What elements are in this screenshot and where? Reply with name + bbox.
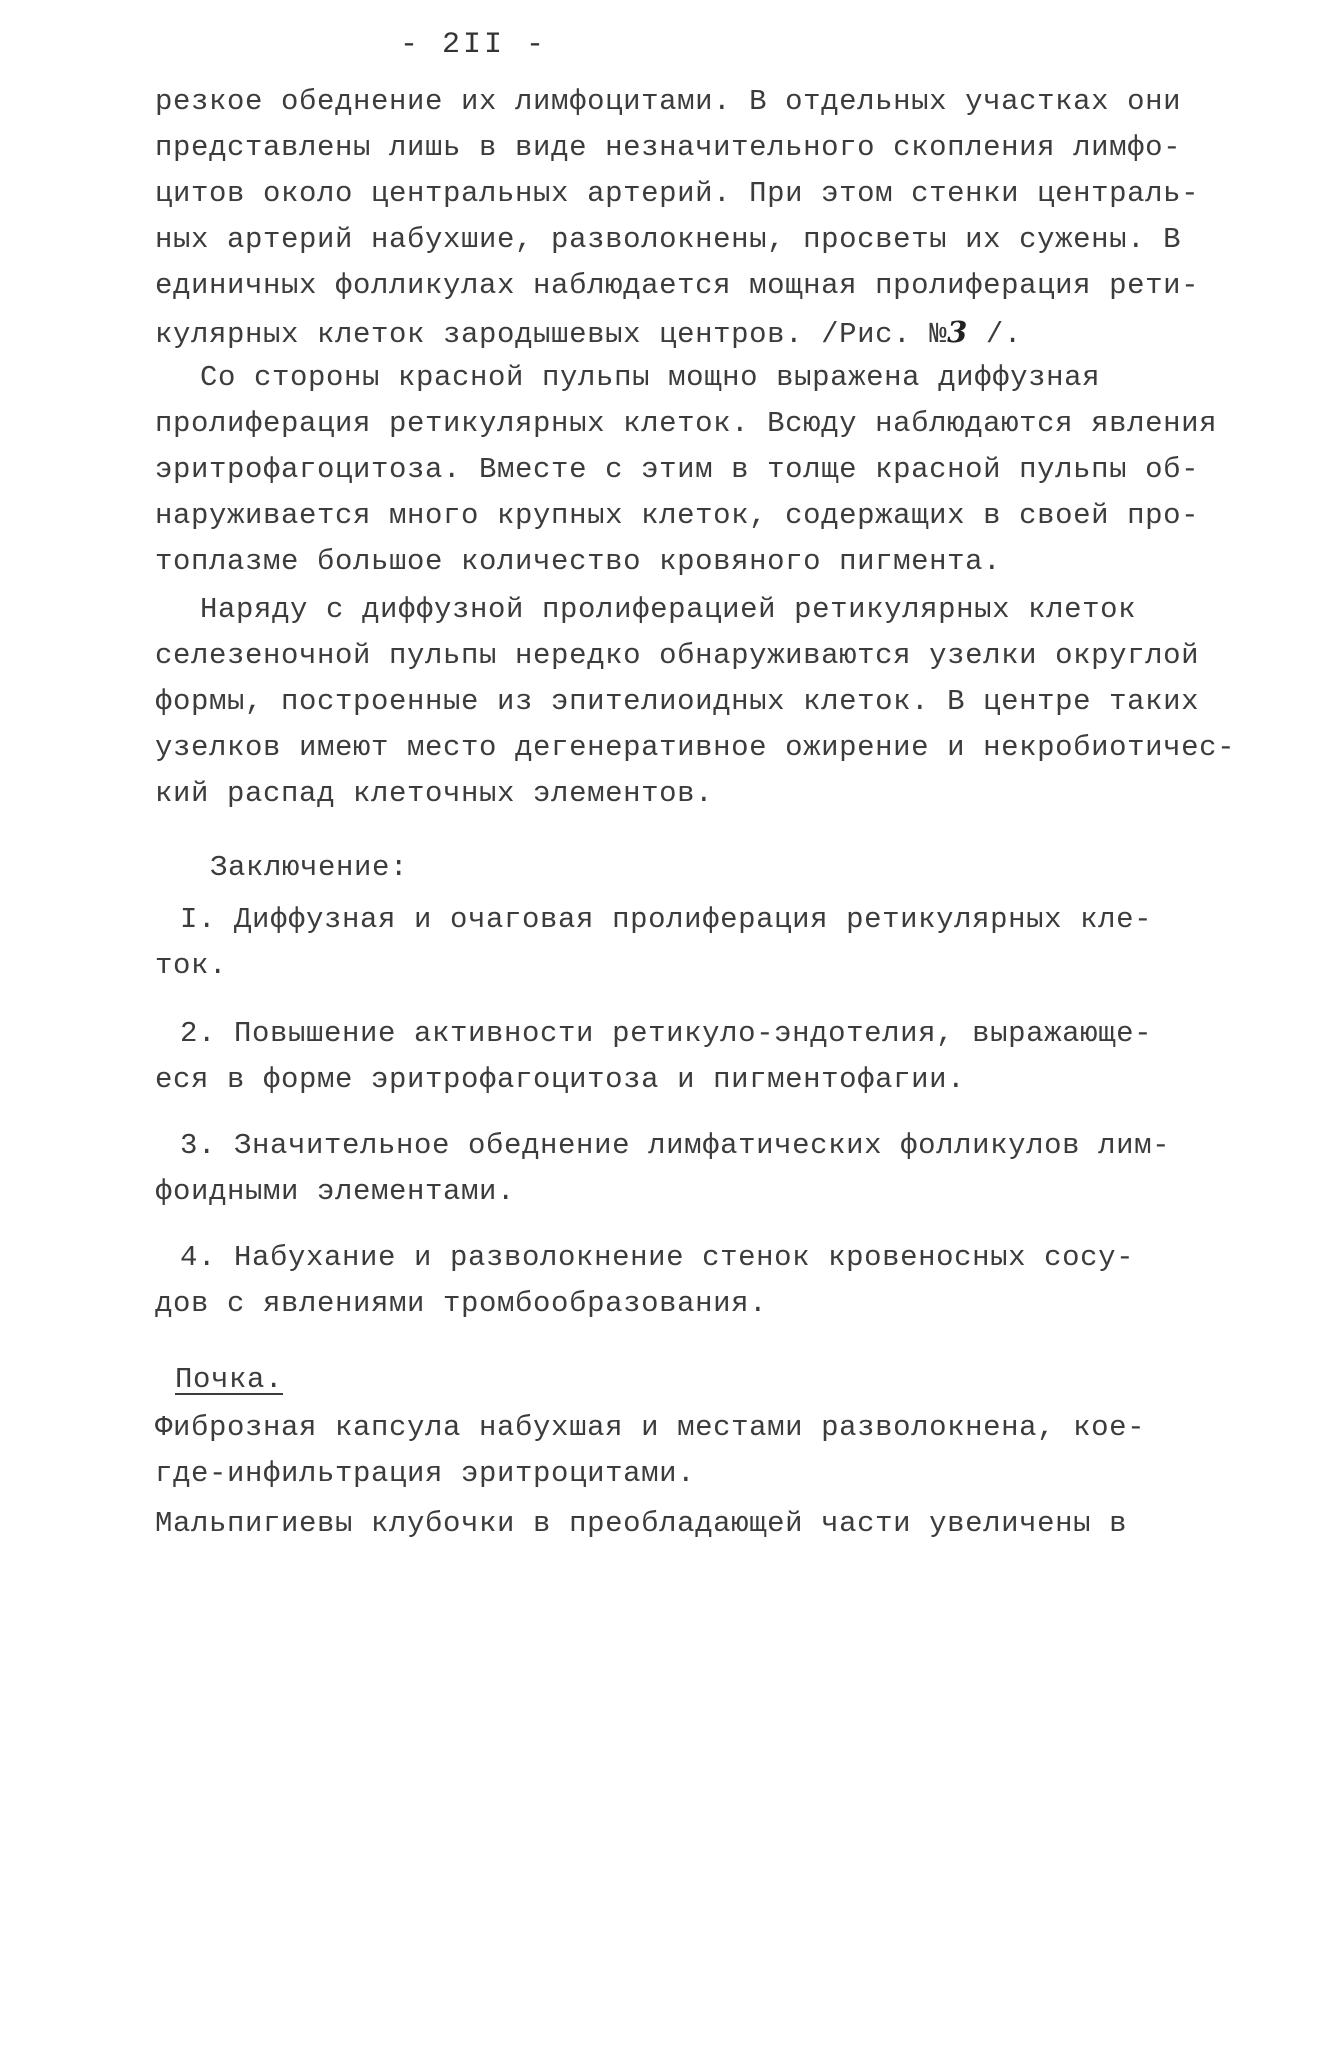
text-segment: /. [967,318,1022,351]
text-line: селезеночной пульпы нередко обнаруживаются узелки округлой [155,639,1200,672]
page-number: - 2II - [400,28,548,62]
conclusion-heading: Заключение: [210,851,409,884]
text-line-figure-reference [155,312,1215,355]
conclusion-item-continuation: ток. [155,949,228,982]
handwritten-figure-number: 3 [947,315,968,349]
text-line: эритрофагоцитоза. Вместе с этим в толще красной пульпы об- [155,453,1200,486]
conclusion-item: 4. Набухание и разволокнение стенок кровеносных сосу- [180,1241,1135,1274]
text-line: топлазме большое количество кровяного пигмента. [155,545,1002,578]
conclusion-item-continuation: еся в форме эритрофагоцитоза и пигментофагии. [155,1063,966,1096]
text-line: представлены лишь в виде незначительного скопления лимфо- [155,131,1182,164]
text-line: Фиброзная капсула набухшая и местами разволокнена, кое- [155,1411,1146,1444]
text-line: узелков имеют место дегенеративное ожирение и некробиотичес- [155,731,1236,764]
text-line: единичных фолликулах наблюдается мощная пролиферация рети- [155,269,1200,302]
text-line: Наряду с диффузной пролиферацией ретикулярных клеток [200,593,1137,626]
conclusion-item: I. Диффузная и очаговая пролиферация ретикулярных кле- [180,903,1153,936]
text-line: пролиферация ретикулярных клеток. Всюду наблюдаются явления [155,407,1218,440]
text-line: кий распад клеточных элементов. [155,777,714,810]
text-line: Со стороны красной пульпы мощно выражена диффузная [200,361,1101,394]
text-line: наруживается много крупных клеток, содержащих в своей про- [155,499,1200,532]
text-line: ных артерий набухшие, разволокнены, просветы их сужены. В [155,223,1182,256]
conclusion-item: 3. Значительное обеднение лимфатических фолликулов лим- [180,1129,1171,1162]
text-line: Мальпигиевы клубочки в преобладающей части увеличены в [155,1507,1128,1540]
conclusion-item-continuation: фоидными элементами. [155,1175,516,1208]
section-heading-kidney: Почка. [175,1363,284,1396]
text-segment: кулярных клеток зародышевых центров. /Рис. № [155,318,948,351]
conclusion-item: 2. Повышение активности ретикуло-эндотелия, выражающе- [180,1017,1153,1050]
text-line: формы, построенные из эпителиоидных клеток. В центре таких [155,685,1200,718]
text-line: резкое обеднение их лимфоцитами. В отдельных участках они [155,85,1182,118]
text-line: где-инфильтрация эритроцитами. [155,1457,696,1490]
text-line: цитов около центральных артерий. При этом стенки централь- [155,177,1200,210]
conclusion-item-continuation: дов с явлениями тромбообразования. [155,1287,768,1320]
